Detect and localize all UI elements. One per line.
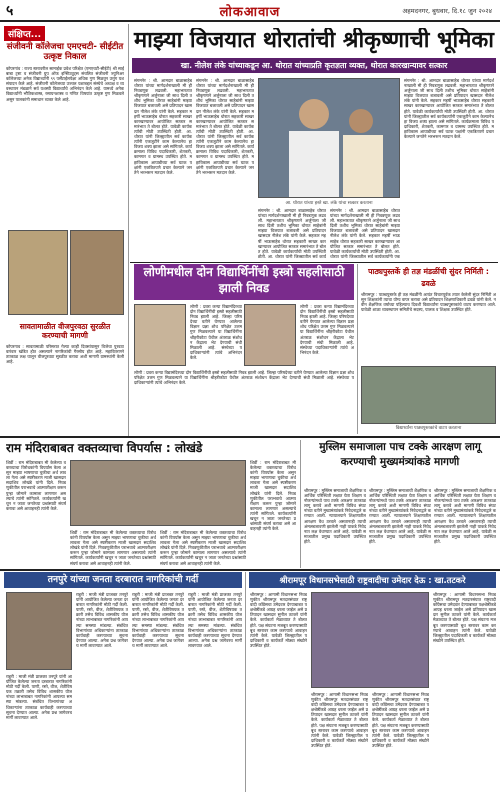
muslim-body-col1: श्रीरामपूर : मुस्लिम समाजाची शैक्षणिक व आर्थिक परिस्थिती लक्षात घेता शिक्षण व नोकऱ्यांमध्ये पाच टक्के आरक्षण तात्काळ लागू करावे अशी मागणी विविध संघटनांच्या वतीने मुख्यमंत्र्यांकडे निवेदनाद्वारे करण्यात आली. न्यायालयाने शिक्षणातील आरक्षण वैध ठरवले असतानाही त्याची अंमलबजावणी झालेली नाही याकडे निवेदनात लक्ष वेधण्यात आले आहे. यावेळी समाजातील प्रमुख पदाधिकारी उपस्थित होते. — [304, 488, 366, 544]
left-story-photo — [8, 230, 68, 315]
lead-headline: माझ्या विजयात थोरातांची श्रीकृष्णाची भूमिका — [134, 28, 494, 53]
lead-photo-caption: आ. थोरात यांच्या हस्ते खा. लंके यांचा सत्कार करताना — [285, 201, 373, 206]
ram-photo — [70, 460, 246, 526]
isro-body-col3: लोणी : प्रवरा कन्या विद्यामंदिरच्या दोन विद्यार्थिनींची इस्त्रो सहलीसाठी निवड झाली आहे. जिल्हा परिषदेच्या वतीने घेण्यात आलेल्या विज्ञान प्रज्ञा शोध परिक्षेत उत्तम गुण मिळवल्याने या विद्यार्थिनींना श्रीहरीकोटा येथील अंतराळ संशोधन केंद्राला भेट देण्याची संधी मिळाली आहे. संस्थेच्या पदाधिकाऱ्यांनी त्यांचे अभिनंदन केले. — [134, 370, 354, 386]
ram-headline: राम मंदिराबाबत वक्तव्याचा विपर्यास : लोखंडे — [6, 441, 203, 455]
shrirampur-body-col4: श्रीरामपूर : आगामी विधानसभा निवडणुकीत श्रीरामपूर मतदारसंघात राष्ट्रवादी काँग्रेसचा उमेदवार देण्याबाबत पक्षश्रेष्ठींकडे आग्रह धरला जाईल असे प्रतिपादन खासदार सुनील तटकरे यांनी केले. कार्यकर्ता मेळाव्यात ते बोलत होते. पक्ष संघटना मजबूत करण्यासाठी बूथ स्तरावर काम करण्याचे आवाहन त्यांनी केले. यावेळी जिल्ह्यातील पदाधिकारी व कार्यकर्ते मोठ्या संख्येने उपस्थित होते. — [433, 592, 496, 643]
ram-body-col4: शिर्डी : राम मंदिराबाबत मी केलेल्या वक्तव्याचा विरोधकांनी विपर्यास केला असून माझ्या भाषणाचा चुकीचा अर्थ लावला गेला असे स्पष्टीकरण माजी खासदार सदाशिव लोखंडे यांनी दिले. निवडणुकीतील पराभवाचे आत्मपरीक्षण करून पुन्हा जोमाने कामाला लागणार असल्याचे त्यांनी सांगितले. कार्यकर्त्यांनी खचून न जाता जनतेच्या प्रश्नांसाठी संघर्ष करावा असे आवाहनही त्यांनी केले. — [250, 460, 296, 532]
shrirampur-body-col2: श्रीरामपूर : आगामी विधानसभा निवडणुकीत श्रीरामपूर मतदारसंघात राष्ट्रवादी काँग्रेसचा उमेदवार देण्याबाबत पक्षश्रेष्ठींकडे आग्रह धरला जाईल असे प्रतिपादन खासदार सुनील तटकरे यांनी केले. कार्यकर्ता मेळाव्यात ते बोलत होते. पक्ष संघटना मजबूत करण्यासाठी बूथ स्तरावर काम करण्याचे आवाहन त्यांनी केले. यावेळी जिल्ह्यातील पदाधिकारी व कार्यकर्ते मोठ्या संख्येने उपस्थित होते. — [311, 692, 368, 748]
left-section-label: संक्षिप्त... — [4, 26, 45, 41]
left-body-2: कोपरगाव : सावतामाळी परिसरात गेल्या काही दिवसांपासून विजेचा पुरवठा वारंवार खंडित होत असल्याने नागरिकांची गैरसोय होत आहे. महावितरणने तात्काळ लक्ष घालून वीजपुरवठा सुरळीत करावा अशी मागणी ग्रामस्थांनी केली आहे. — [6, 344, 124, 365]
isro-student-photo-1 — [134, 304, 186, 366]
isro-student-photo-2 — [244, 304, 296, 366]
lead-body-col2: संगमनेर : श्री. आमदार बाळासाहेब थोरात यांच्या मार्गदर्शनाखाली मी ही निवडणूक लढवली. महाभारतात श्रीकृष्णाने अर्जुनाला जी साथ दिली तशीच भूमिका थोरात साहेबांनी माझ्या विजयात बजावली असे प्रतिपादन खासदार नीलेश लंके यांनी केले. सहकार महर्षी भाऊसाहेब थोरात सहकारी साखर कारखान्यावर आयोजित सत्कार समारंभात ते बोलत होते. यावेळी कार्यकर्त्यांची मोठी उपस्थिती होती. आ. थोरात यांनी जिल्ह्यातील सर्व कार्यकर्त्यांनी एकजुटीने काम केल्यानेच हा विजय शक्य झाला असे सांगितले. कार्यक्रमाला विविध पदाधिकारी, शेतकरी, कामगार व ग्रामस्थ उपस्थित होते. महाविकास आघाडीच्या सर्व घटक पक्षांनी एकत्रितपणे प्रचार केल्याने जनतेने भरभरून मतदान केले. — [196, 78, 254, 175]
lead-body-col1: संगमनेर : श्री. आमदार बाळासाहेब थोरात यांच्या मार्गदर्शनाखाली मी ही निवडणूक लढवली. महाभारतात श्रीकृष्णाने अर्जुनाला जी साथ दिली तशीच भूमिका थोरात साहेबांनी माझ्या विजयात बजावली असे प्रतिपादन खासदार नीलेश लंके यांनी केले. सहकार महर्षी भाऊसाहेब थोरात सहकारी साखर कारखान्यावर आयोजित सत्कार समारंभात ते बोलत होते. यावेळी कार्यकर्त्यांची मोठी उपस्थिती होती. आ. थोरात यांनी जिल्ह्यातील सर्व कार्यकर्त्यांनी एकजुटीने काम केल्यानेच हा विजय शक्य झाला असे सांगितले. कार्यक्रमाला विविध पदाधिकारी, शेतकरी, कामगार व ग्रामस्थ उपस्थित होते. महाविकास आघाडीच्या सर्व घटक पक्षांनी एकत्रितपणे प्रचार केल्याने जनतेने भरभरून मतदान केले. — [134, 78, 192, 175]
tanpure-photo — [6, 592, 72, 670]
left-headline: संजीवनी कॉलेजचा एमएचटी- सीईटीत उत्कृष्ट निकाल — [6, 42, 124, 62]
lead-body-col5: संगमनेर : श्री. आमदार बाळासाहेब थोरात यांच्या मार्गदर्शनाखाली मी ही निवडणूक लढवली. महाभारतात श्रीकृष्णाने अर्जुनाला जी साथ दिली तशीच भूमिका थोरात साहेबांनी माझ्या विजयात बजावली असे प्रतिपादन खासदार नीलेश लंके यांनी केले. सहकार महर्षी भाऊसाहेब थोरात सहकारी साखर कारखान्यावर आयोजित सत्कार समारंभात ते बोलत होते. यावेळी कार्यकर्त्यांची मोठी उपस्थिती होती. आ. थोरात यांनी जिल्ह्यातील सर्व कार्यकर्त्यांनी एकजुटीने काम केल्यानेच हा विजय शक्य झाला असे सांगितले. कार्यक्रमाला विविध पदाधिकारी, शेतकरी, कामगार व ग्रामस्थ उपस्थित होते. महाविकास आघाडीच्या सर्व घटक पक्षांनी एकत्रितपणे प्रचार केल्याने जनतेने भरभरून मतदान केले. — [404, 78, 494, 140]
ram-body-col3: शिर्डी : राम मंदिराबाबत मी केलेल्या वक्तव्याचा विरोधकांनी विपर्यास केला असून माझ्या भाषणाचा चुकीचा अर्थ लावला गेला असे स्पष्टीकरण माजी खासदार सदाशिव लोखंडे यांनी दिले. निवडणुकीतील पराभवाचे आत्मपरीक्षण करून पुन्हा जोमाने कामाला लागणार असल्याचे त्यांनी सांगितले. कार्यकर्त्यांनी खचून न जाता जनतेच्या प्रश्नांसाठी संघर्ष करावा असे आवाहनही त्यांनी केले. — [160, 530, 246, 566]
lead-body-col3: संगमनेर : श्री. आमदार बाळासाहेब थोरात यांच्या मार्गदर्शनाखाली मी ही निवडणूक लढवली. महाभारतात श्रीकृष्णाने अर्जुनाला जी साथ दिली तशीच भूमिका थोरात साहेबांनी माझ्या विजयात बजावली असे प्रतिपादन खासदार नीलेश लंके यांनी केले. सहकार महर्षी भाऊसाहेब थोरात सहकारी साखर कारखान्यावर आयोजित सत्कार समारंभात ते बोलत होते. यावेळी कार्यकर्त्यांची मोठी उपस्थिती होती. आ. थोरात यांनी जिल्ह्यातील सर्व कार्य — [258, 208, 326, 258]
tanpure-body-col3: राहुरी : माजी मंत्री प्राजक्त तनपुरे यांनी आयोजित केलेल्या जनता दरबारात नागरिकांनी मोठी गर्दी केली. पाणी, रस्ते, वीज, शेतीविषयक तक्रारी तसेच विविध शासकीय योजनांच्या लाभाबाबत नागरिकांनी आपल्या समस्या मांडल्या. संबंधित विभागांच्या अधिकाऱ्यांना तात्काळ कार्यवाही करण्याच्या सूचना देण्यात आल्या. अनेक प्रश्न जागेवरच मार्गी लावण्यात आले. — [132, 592, 184, 648]
tanpure-headline: तनपुरे यांच्या जनता दरबारात नागरिकांची गर्दी — [4, 572, 242, 588]
shrirampur-headline: श्रीरामपूर विधानसभेसाठी राष्ट्रवादीचा उमेदार देऊ : खा.तटकरे — [249, 572, 496, 588]
date-line: अहमदनगर, बुधवार, दि.१८ जुन २०२४ — [402, 7, 492, 15]
lead-body-col4: संगमनेर : श्री. आमदार बाळासाहेब थोरात यांच्या मार्गदर्शनाखाली मी ही निवडणूक लढवली. महाभारतात श्रीकृष्णाने अर्जुनाला जी साथ दिली तशीच भूमिका थोरात साहेबांनी माझ्या विजयात बजावली असे प्रतिपादन खासदार नीलेश लंके यांनी केले. सहकार महर्षी भाऊसाहेब थोरात सहकारी साखर कारखान्यावर आयोजित सत्कार समारंभात ते बोलत होते. यावेळी कार्यकर्त्यांची मोठी उपस्थिती होती. आ. थोरात यांनी जिल्ह्यातील सर्व कार्यकर्त्यांनी एक — [330, 208, 400, 258]
isro-body-col2: लोणी : प्रवरा कन्या विद्यामंदिरच्या दोन विद्यार्थिनींची इस्त्रो सहलीसाठी निवड झाली आहे. जिल्हा परिषदेच्या वतीने घेण्यात आलेल्या विज्ञान प्रज्ञा शोध परिक्षेत उत्तम गुण मिळवल्याने या विद्यार्थिनींना श्रीहरीकोटा येथील अंतराळ संशोधन केंद्राला भेट देण्याची संधी मिळाली आहे. संस्थेच्या पदाधिकाऱ्यांनी त्यांचे अभिनंदन केले. — [300, 304, 354, 355]
muslim-body-col3: श्रीरामपूर : मुस्लिम समाजाची शैक्षणिक व आर्थिक परिस्थिती लक्षात घेता शिक्षण व नोकऱ्यांमध्ये पाच टक्के आरक्षण तात्काळ लागू करावे अशी मागणी विविध संघटनांच्या वतीने मुख्यमंत्र्यांकडे निवेदनाद्वारे करण्यात आली. न्यायालयाने शिक्षणातील आरक्षण वैध ठरवले असतानाही त्याची अंमलबजावणी झालेली नाही याकडे निवेदनात लक्ष वेधण्यात आले आहे. यावेळी समाजातील प्रमुख पदाधिकारी उपस्थित होते. — [434, 488, 496, 544]
lead-photo — [258, 78, 400, 198]
masthead-brand: लोकआवाज — [219, 5, 281, 20]
ram-body-col1: शिर्डी : राम मंदिराबाबत मी केलेल्या वक्तव्याचा विरोधकांनी विपर्यास केला असून माझ्या भाषणाचा चुकीचा अर्थ लावला गेला असे स्पष्टीकरण माजी खासदार सदाशिव लोखंडे यांनी दिले. निवडणुकीतील पराभवाचे आत्मपरीक्षण करून पुन्हा जोमाने कामाला लागणार असल्याचे त्यांनी सांगितले. कार्यकर्त्यांनी खचून न जाता जनतेच्या प्रश्नांसाठी संघर्ष करावा असे आवाहनही त्यांनी केले. — [6, 460, 66, 511]
tanpure-divider — [245, 572, 246, 792]
muslim-headline: मुस्लिम समाजाला पाच टक्के आरक्षण लागू करण्याची मुख्यमंत्र्यांकडे मागणी — [319, 441, 481, 468]
tanpure-body-col4: राहुरी : माजी मंत्री प्राजक्त तनपुरे यांनी आयोजित केलेल्या जनता दरबारात नागरिकांनी मोठी गर्दी केली. पाणी, रस्ते, वीज, शेतीविषयक तक्रारी तसेच विविध शासकीय योजनांच्या लाभाबाबत नागरिकांनी आपल्या समस्या मांडल्या. संबंधित विभागांच्या अधिकाऱ्यांना तात्काळ कार्यवाही करण्याच्या सूचना देण्यात आल्या. अनेक प्रश्न जागेवरच मार्गी लावण्यात आले. — [188, 592, 242, 648]
shrirampur-body-col1: श्रीरामपूर : आगामी विधानसभा निवडणुकीत श्रीरामपूर मतदारसंघात राष्ट्रवादी काँग्रेसचा उमेदवार देण्याबाबत पक्षश्रेष्ठींकडे आग्रह धरला जाईल असे प्रतिपादन खासदार सुनील तटकरे यांनी केले. कार्यकर्ता मेळाव्यात ते बोलत होते. पक्ष संघटना मजबूत करण्यासाठी बूथ स्तरावर काम करण्याचे आवाहन त्यांनी केले. यावेळी जिल्ह्यातील पदाधिकारी व कार्यकर्ते मोठ्या संख्येने उपस्थित होते. — [250, 592, 307, 648]
textbook-headline: पाठ्यपुस्तकें ही तज्ञ मंडळींची सुंदर निर्मिती : ढवळे — [368, 267, 489, 288]
tanpure-body-col1: राहुरी : माजी मंत्री प्राजक्त तनपुरे यांनी आयोजित केलेल्या जनता दरबारात नागरिकांनी मोठी गर्दी केली. पाणी, रस्ते, वीज, शेतीविषयक तक्रारी तसेच विविध शासकीय योजनांच्या लाभाबाबत नागरिकांनी आपल्या समस्या मांडल्या. संबंधित विभागांच्या अधिकाऱ्यांना तात्काळ कार्यवाही करण्याच्या सूचना देण्यात आल्या. अनेक प्रश्न जागेवरच मार्गी लावण्यात आले. — [6, 674, 72, 720]
masthead-rule — [0, 20, 500, 22]
ram-divider — [300, 440, 301, 568]
left-body: कोपरगांव : राज्य स्तरावरील सामाईक प्रवेश परिक्षेत (एमएचटी-सीईटी) श्री साईबाबा ट्रस्ट व संजीवनी ग्रुप ऑफ इन्स्टिट्युट्स संचलित संजीवनी ज्युनिअर कॉलेजच्या अनेक विद्यार्थ्यांनी ९९ पर्सेंटाईलपेक्षा अधिक गुण मिळवून उत्तुंग यश संपादन केले आहे. संजीवनी कॉलेजच्या उज्वल यशाबद्दल संस्थेचे अध्यक्ष व व्यवस्थापन मंडळाने सर्व यशस्वी विद्यार्थ्यांचे अभिनंदन केले आहे. यामध्ये अनेक विद्यार्थ्यांनी भौतिकशास्त्र, रसायनशास्त्र व गणित विषयांत उत्कृष्ट गुण मिळवले असून पालकांनी समाधान व्यक्त केले आहे. — [6, 66, 124, 102]
isro-headline: लोणीमधील दोन विद्यार्थिनींची इस्त्रो सहलीसाठी झाली निवड — [134, 264, 354, 300]
lead-bottom-rule — [130, 262, 498, 263]
shrirampur-body-col3: श्रीरामपूर : आगामी विधानसभा निवडणुकीत श्रीरामपूर मतदारसंघात राष्ट्रवादी काँग्रेसचा उमेदवार देण्याबाबत पक्षश्रेष्ठींकडे आग्रह धरला जाईल असे प्रतिपादन खासदार सुनील तटकरे यांनी केले. कार्यकर्ता मेळाव्यात ते बोलत होते. पक्ष संघटना मजबूत करण्यासाठी बूथ स्तरावर काम करण्याचे आवाहन त्यांनी केले. यावेळी जिल्ह्यातील पदाधिकारी व कार्यकर्ते मोठ्या संख्येने उपस्थित होते. — [372, 692, 429, 748]
lead-subhead: खा. नीलेश लंके यांच्याकडून आ. थोरात यांच्याप्रति कृतज्ञता व्यक्त, थोरात कारखान्यावर सत्कार — [132, 58, 496, 73]
ram-body-col2: शिर्डी : राम मंदिराबाबत मी केलेल्या वक्तव्याचा विरोधकांनी विपर्यास केला असून माझ्या भाषणाचा चुकीचा अर्थ लावला गेला असे स्पष्टीकरण माजी खासदार सदाशिव लोखंडे यांनी दिले. निवडणुकीतील पराभवाचे आत्मपरीक्षण करून पुन्हा जोमाने कामाला लागणार असल्याचे त्यांनी सांगितले. कार्यकर्त्यांनी खचून न जाता जनतेच्या प्रश्नांसाठी संघर्ष करावा असे आवाहनही त्यांनी केले. — [70, 530, 156, 566]
isro-body-col1: लोणी : प्रवरा कन्या विद्यामंदिरच्या दोन विद्यार्थिनींची इस्त्रो सहलीसाठी निवड झाली आहे. जिल्हा परिषदेच्या वतीने घेण्यात आलेल्या विज्ञान प्रज्ञा शोध परिक्षेत उत्तम गुण मिळवल्याने या विद्यार्थिनींना श्रीहरीकोटा येथील अंतराळ संशोधन केंद्राला भेट देण्याची संधी मिळाली आहे. संस्थेच्या पदाधिकाऱ्यांनी त्यांचे अभिनंदन केले. — [190, 304, 242, 360]
textbook-body: श्रीरामपूर : पाठ्यपुस्तके ही तज्ञ मंडळींनी अत्यंत विचारपूर्वक तयार केलेली सुंदर निर्मिती असून शिक्षकांनी त्याचा योग्य वापर करावा असे प्रतिपादन शिक्षणाधिकारी ढवळे यांनी केले. नवीन शैक्षणिक वर्षाच्या पहिल्याच दिवशी विद्यार्थ्यांना पाठ्यपुस्तकांचे वाटप करण्यात आले. यावेळी शाळा व्यवस्थापन समितीचे सदस्य, पालक व शिक्षक उपस्थित होते. — [361, 292, 496, 313]
left-headline-2: सावतामाळीत वीजपुरवठा सुरळीत करण्याची मागणी — [19, 322, 111, 340]
textbook-photo-caption: विद्यार्थ्यांना पाठ्यपुस्तकांचे वाटप करताना — [395, 426, 462, 431]
page-number: ५ — [6, 3, 14, 19]
shrirampur-photo — [311, 592, 429, 688]
mid-rule — [0, 436, 500, 438]
lower-rule — [0, 569, 500, 571]
textbook-photo — [361, 366, 496, 424]
muslim-body-col2: श्रीरामपूर : मुस्लिम समाजाची शैक्षणिक व आर्थिक परिस्थिती लक्षात घेता शिक्षण व नोकऱ्यांमध्ये पाच टक्के आरक्षण तात्काळ लागू करावे अशी मागणी विविध संघटनांच्या वतीने मुख्यमंत्र्यांकडे निवेदनाद्वारे करण्यात आली. न्यायालयाने शिक्षणातील आरक्षण वैध ठरवले असतानाही त्याची अंमलबजावणी झालेली नाही याकडे निवेदनात लक्ष वेधण्यात आले आहे. यावेळी समाजातील प्रमुख पदाधिकारी उपस्थित होते. — [369, 488, 431, 544]
left-story-photo-2 — [70, 230, 124, 315]
left-column-divider — [128, 24, 129, 436]
tanpure-body-col2: राहुरी : माजी मंत्री प्राजक्त तनपुरे यांनी आयोजित केलेल्या जनता दरबारात नागरिकांनी मोठी गर्दी केली. पाणी, रस्ते, वीज, शेतीविषयक तक्रारी तसेच विविध शासकीय योजनांच्या लाभाबाबत नागरिकांनी आपल्या समस्या मांडल्या. संबंधित विभागांच्या अधिकाऱ्यांना तात्काळ कार्यवाही करण्याच्या सूचना देण्यात आल्या. अनेक प्रश्न जागेवरच मार्गी लावण्यात आले. — [76, 592, 128, 648]
isro-divider — [357, 264, 358, 434]
